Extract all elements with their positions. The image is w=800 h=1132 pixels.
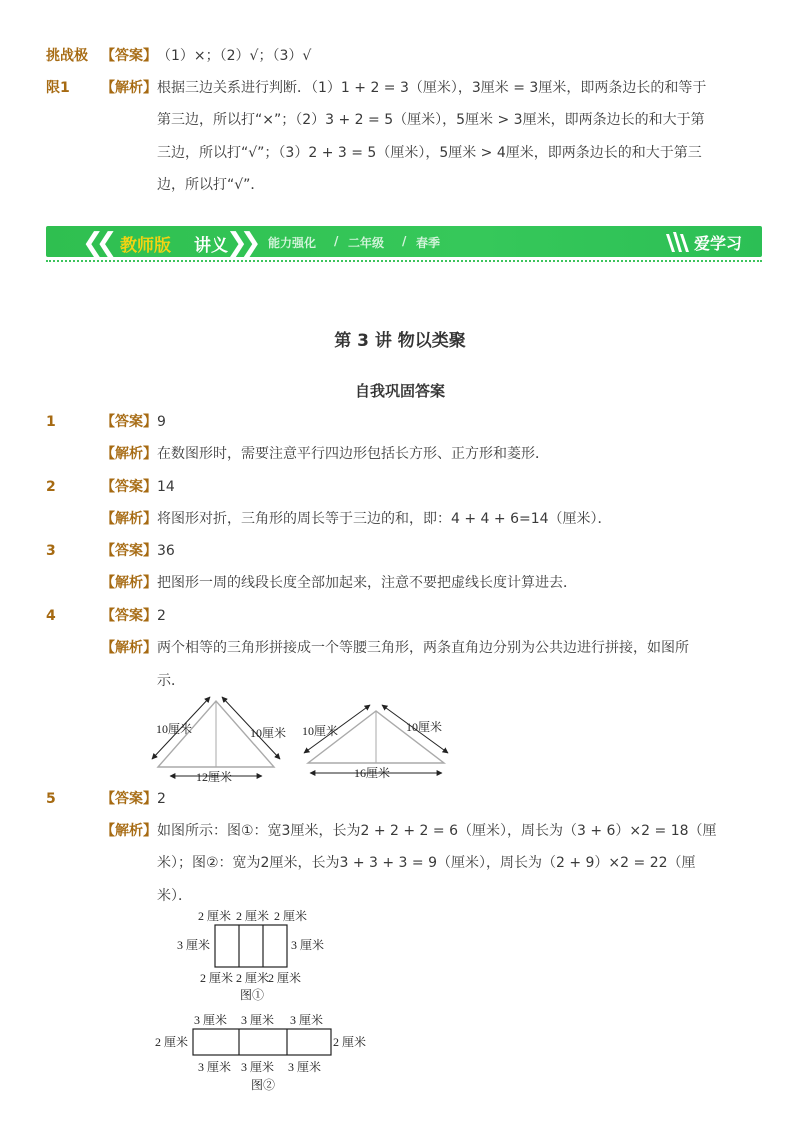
answer-tag: 【答案】 xyxy=(101,414,157,430)
tri2-left-label: 10厘米 xyxy=(302,724,339,738)
fig1-bottom-label: 2 厘米 xyxy=(200,971,234,985)
lesson-title: 第 3 讲 物以类聚 xyxy=(334,331,466,351)
challenge-label: 挑战极 xyxy=(46,48,88,64)
fig2-bottom-label: 3 厘米 xyxy=(241,1060,275,1074)
answer-text: （1）×；（2）√；（3）√ xyxy=(157,48,312,64)
fig1-caption: 图① xyxy=(240,988,265,1002)
answer-text: 2 xyxy=(157,608,166,624)
crumb-grade: 二年级 xyxy=(348,236,385,250)
crumb-sep: / xyxy=(334,234,339,248)
analysis-tag: 【解析】 xyxy=(101,80,157,96)
crumb-season: 春季 xyxy=(416,236,441,250)
triangle-figure xyxy=(140,693,480,785)
fig2-top-label: 3 厘米 xyxy=(194,1013,228,1027)
answer-text: 2 xyxy=(157,791,166,807)
analysis-tag: 【解析】 xyxy=(101,823,157,839)
answer-text: 36 xyxy=(157,543,175,559)
section-title: 自我巩固答案 xyxy=(354,382,445,400)
analysis-line: 米）． xyxy=(157,888,192,904)
limit-label: 限1 xyxy=(46,80,70,96)
rectangle-fig1 xyxy=(177,908,324,1002)
answer-tag: 【答案】 xyxy=(101,608,157,624)
fig1-left-label: 3 厘米 xyxy=(177,938,211,952)
fig1-right-label: 3 厘米 xyxy=(291,938,325,952)
fig1-top-label: 2 厘米 xyxy=(236,909,270,923)
analysis-line: 示． xyxy=(157,673,185,689)
analysis-tag: 【解析】 xyxy=(101,446,157,462)
fig2-bottom-label: 3 厘米 xyxy=(198,1060,232,1074)
fig2-top-label: 3 厘米 xyxy=(290,1013,324,1027)
fig1-top-label: 2 厘米 xyxy=(274,909,308,923)
tri1-base-label: 12厘米 xyxy=(196,770,233,784)
fig2-bottom-label: 3 厘米 xyxy=(288,1060,322,1074)
tri2-base-label: 16厘米 xyxy=(354,766,391,780)
fig1-top-label: 2 厘米 xyxy=(198,909,232,923)
analysis-line: 两个相等的三角形拼接成一个等腰三角形，两条直角边分别为公共边进行拼接，如图所 xyxy=(157,640,689,656)
fig1-bottom-label: 2 厘米 xyxy=(236,971,270,985)
lecture-banner xyxy=(46,226,762,257)
crumb-sep: / xyxy=(402,234,407,248)
rectangle-figure xyxy=(150,905,380,1095)
analysis-line: 三边，所以打“√”；（3）2 + 3 = 5（厘米），5厘米 > 4厘米，即两条边长的和大于第三 xyxy=(157,145,702,161)
analysis-tag: 【解析】 xyxy=(101,511,157,527)
triangle-16cm xyxy=(302,705,448,780)
answer-tag: 【答案】 xyxy=(101,543,157,559)
analysis-tag: 【解析】 xyxy=(101,640,157,656)
item-number: 2 xyxy=(46,479,56,495)
analysis-line: 把图形一周的线段长度全部加起来，注意不要把虚线长度计算进去． xyxy=(157,575,577,591)
analysis-line: 根据三边关系进行判断．（1）1 + 2 = 3（厘米），3厘米 = 3厘米，即两条边长的和等于 xyxy=(157,80,707,96)
banner-divider xyxy=(46,260,762,262)
answer-tag: 【答案】 xyxy=(101,48,157,64)
tri1-left-label: 10厘米 xyxy=(156,722,193,736)
chevron-right-icon: ❯❯ xyxy=(226,228,254,258)
triangle-12cm xyxy=(152,697,286,784)
analysis-tag: 【解析】 xyxy=(101,575,157,591)
banner-title-b: 讲义 xyxy=(194,236,228,256)
analysis-line: 在数图形时，需要注意平行四边形包括长方形、正方形和菱形． xyxy=(157,446,549,462)
brand-logo-icon xyxy=(664,230,692,254)
answer-text: 14 xyxy=(157,479,175,495)
item-number: 4 xyxy=(46,608,56,624)
fig2-left-label: 2 厘米 xyxy=(155,1035,189,1049)
answer-tag: 【答案】 xyxy=(101,791,157,807)
analysis-line: 边，所以打“√”． xyxy=(157,177,265,193)
analysis-line: 第三边，所以打“×”；（2）3 + 2 = 5（厘米），5厘米 > 3厘米，即两条边长的和大于第 xyxy=(157,112,705,128)
answer-text: 9 xyxy=(157,414,166,430)
fig2-right-label: 2 厘米 xyxy=(333,1035,367,1049)
fig1-bottom-label: 2 厘米 xyxy=(268,971,302,985)
fig2-top-label: 3 厘米 xyxy=(241,1013,275,1027)
item-number: 1 xyxy=(46,414,56,430)
chevron-left-icon: ❮❮ xyxy=(82,228,110,258)
answer-tag: 【答案】 xyxy=(101,479,157,495)
item-number: 5 xyxy=(46,791,56,807)
tri2-right-label: 10厘米 xyxy=(406,720,443,734)
analysis-line: 米）；图②：宽为2厘米，长为3 + 3 + 3 = 9（厘米），周长为（2 + 9）×2 = 22（厘 xyxy=(157,855,696,871)
rectangle-fig2 xyxy=(155,1012,366,1092)
banner-title-a: 教师版 xyxy=(120,236,171,256)
item-number: 3 xyxy=(46,543,56,559)
analysis-line: 如图所示：图①：宽3厘米，长为2 + 2 + 2 = 6（厘米），周长为（3 + 6）×2 = 18（厘 xyxy=(157,823,717,839)
fig2-caption: 图② xyxy=(251,1078,276,1092)
analysis-line: 将图形对折，三角形的周长等于三边的和，即：4 + 4 + 6=14（厘米）． xyxy=(157,511,612,527)
brand-name: 爱学习 xyxy=(694,234,743,253)
crumb-course: 能力强化 xyxy=(268,236,317,250)
tri1-right-label: 10厘米 xyxy=(250,726,287,740)
